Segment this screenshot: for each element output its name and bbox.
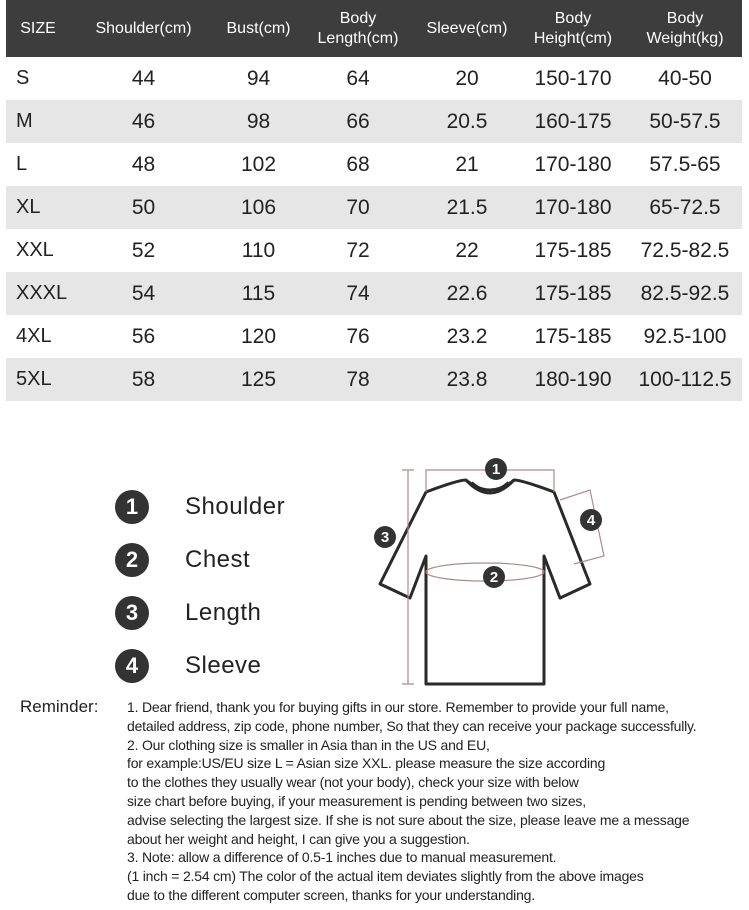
legend-item-sleeve (115, 639, 285, 692)
cell-body-weight: 72.5-82.5 (640, 238, 730, 262)
cell-body-height: 170-180 (534, 195, 612, 219)
size-chart-table (6, 0, 742, 401)
cell-body-height: 160-175 (534, 109, 612, 133)
measurement-legend (115, 480, 285, 692)
table-row (6, 100, 742, 143)
cell-sleeve: 20 (455, 66, 479, 90)
cell-body-length: 78 (346, 367, 370, 391)
cell-shoulder: 52 (131, 238, 156, 262)
svg-text:3: 3 (380, 529, 390, 546)
cell-sleeve: 20.5 (446, 109, 488, 133)
cell-body-weight: 100-112.5 (638, 367, 732, 391)
reminder-line: about her weight and height, I can give you a suggestion. (127, 830, 470, 847)
tshirt-measurement-diagram (368, 452, 608, 692)
header-shoulder: Shoulder(cm) (95, 19, 192, 37)
cell-shoulder: 48 (131, 152, 156, 176)
cell-sleeve: 21 (455, 152, 479, 176)
number-badge: 3 (115, 596, 149, 630)
cell-size: XXL (16, 239, 54, 261)
legend-item-length (115, 586, 285, 639)
cell-bust: 125 (240, 367, 277, 391)
table-body (6, 57, 742, 401)
header-body-height: Body Height(cm) (533, 9, 613, 47)
cell-body-height: 180-190 (534, 367, 612, 391)
cell-shoulder: 54 (131, 281, 156, 305)
reminder-line: advise selecting the largest size. If she is not sure about the size, please leave me a message (127, 811, 690, 828)
header-sleeve: Sleeve(cm) (426, 19, 508, 37)
cell-body-weight: 57.5-65 (649, 152, 721, 176)
svg-text:2: 2 (489, 569, 499, 586)
reminder-line: detailed address, zip code, phone number, So that they can receive your package successfully. (127, 717, 697, 734)
cell-shoulder: 58 (131, 367, 156, 391)
cell-body-weight: 40-50 (658, 66, 712, 90)
number-badge: 4 (115, 649, 149, 683)
cell-bust: 102 (240, 152, 277, 176)
cell-size: L (16, 153, 28, 175)
cell-body-length: 64 (346, 66, 370, 90)
cell-body-height: 175-185 (534, 324, 612, 348)
cell-bust: 106 (240, 195, 277, 219)
cell-body-height: 150-170 (534, 66, 612, 90)
reminder-line: 3. Note: allow a difference of 0.5-1 inches due to manual measurement. (127, 849, 557, 866)
cell-body-height: 175-185 (534, 238, 612, 262)
table-row (6, 186, 742, 229)
table-row (6, 57, 742, 100)
reminder-line: due to the different computer screen, thanks for your understanding. (127, 886, 535, 903)
svg-text:1: 1 (491, 461, 501, 478)
cell-size: M (16, 110, 33, 132)
cell-body-weight: 65-72.5 (649, 195, 721, 219)
cell-size: XXXL (16, 282, 68, 304)
table-header (6, 0, 742, 57)
marker-chest (483, 566, 505, 588)
cell-bust: 98 (246, 109, 271, 133)
cell-bust: 110 (241, 238, 276, 262)
cell-body-height: 175-185 (534, 281, 612, 305)
svg-text:4: 4 (586, 512, 596, 529)
cell-sleeve: 22.6 (446, 281, 488, 305)
cell-shoulder: 44 (131, 66, 156, 90)
cell-shoulder: 46 (131, 109, 156, 133)
reminder-line: size chart before buying, if your measurement is pending between two sizes, (127, 792, 586, 809)
header-size: SIZE (20, 19, 56, 37)
cell-body-weight: 82.5-92.5 (640, 281, 730, 305)
table-row (6, 358, 742, 401)
cell-size: S (16, 67, 30, 89)
marker-sleeve (580, 509, 602, 531)
number-badge: 1 (115, 490, 149, 524)
cell-sleeve: 23.2 (446, 324, 488, 348)
cell-shoulder: 56 (131, 324, 156, 348)
reminder-line: 2. Our clothing size is smaller in Asia than in the US and EU, (127, 736, 490, 753)
cell-body-weight: 92.5-100 (643, 324, 727, 348)
legend-label: Chest (185, 545, 251, 573)
cell-sleeve: 22 (455, 238, 479, 262)
cell-bust: 115 (241, 281, 276, 305)
cell-body-length: 70 (346, 195, 370, 219)
reminder-line: for example:US/EU size L = Asian size XXL. please measure the size according (127, 755, 606, 772)
marker-length (374, 526, 396, 548)
cell-sleeve: 23.8 (446, 367, 488, 391)
cell-body-length: 66 (346, 109, 370, 133)
legend-item-shoulder (115, 480, 285, 533)
cell-size: 5XL (16, 368, 52, 390)
table-row (6, 272, 742, 315)
cell-body-length: 68 (346, 152, 370, 176)
cell-size: 4XL (16, 325, 52, 347)
number-badge: 2 (115, 543, 149, 577)
legend-label: Shoulder (185, 492, 286, 520)
cell-body-weight: 50-57.5 (649, 109, 721, 133)
reminder-text (127, 698, 742, 905)
legend-item-chest (115, 533, 285, 586)
header-bust: Bust(cm) (226, 19, 291, 37)
cell-size: XL (16, 196, 41, 218)
cell-sleeve: 21.5 (446, 195, 488, 219)
reminder-label: Reminder: (20, 697, 99, 716)
cell-body-length: 76 (346, 324, 370, 348)
cell-body-length: 74 (346, 281, 370, 305)
reminder-line: 1. Dear friend, thank you for buying gifts in our store. Remember to provide your full name, (127, 699, 669, 715)
cell-bust: 120 (240, 324, 277, 348)
header-body-weight: Body Weight(kg) (646, 9, 724, 47)
marker-shoulder (485, 458, 507, 480)
reminder-line: to the clothes they usually wear (not your body), check your size with below (127, 774, 579, 791)
table-row (6, 229, 742, 272)
legend-label: Sleeve (185, 651, 262, 679)
table-row (6, 143, 742, 186)
cell-body-height: 170-180 (534, 152, 612, 176)
table-row (6, 315, 742, 358)
cell-shoulder: 50 (131, 195, 156, 219)
cell-bust: 94 (246, 66, 271, 90)
reminder-line: (1 inch = 2.54 cm) The color of the actual item deviates slightly from the above images (127, 868, 644, 885)
header-body-length: Body Length(cm) (317, 9, 399, 47)
legend-label: Length (185, 598, 262, 626)
cell-body-length: 72 (346, 238, 370, 262)
